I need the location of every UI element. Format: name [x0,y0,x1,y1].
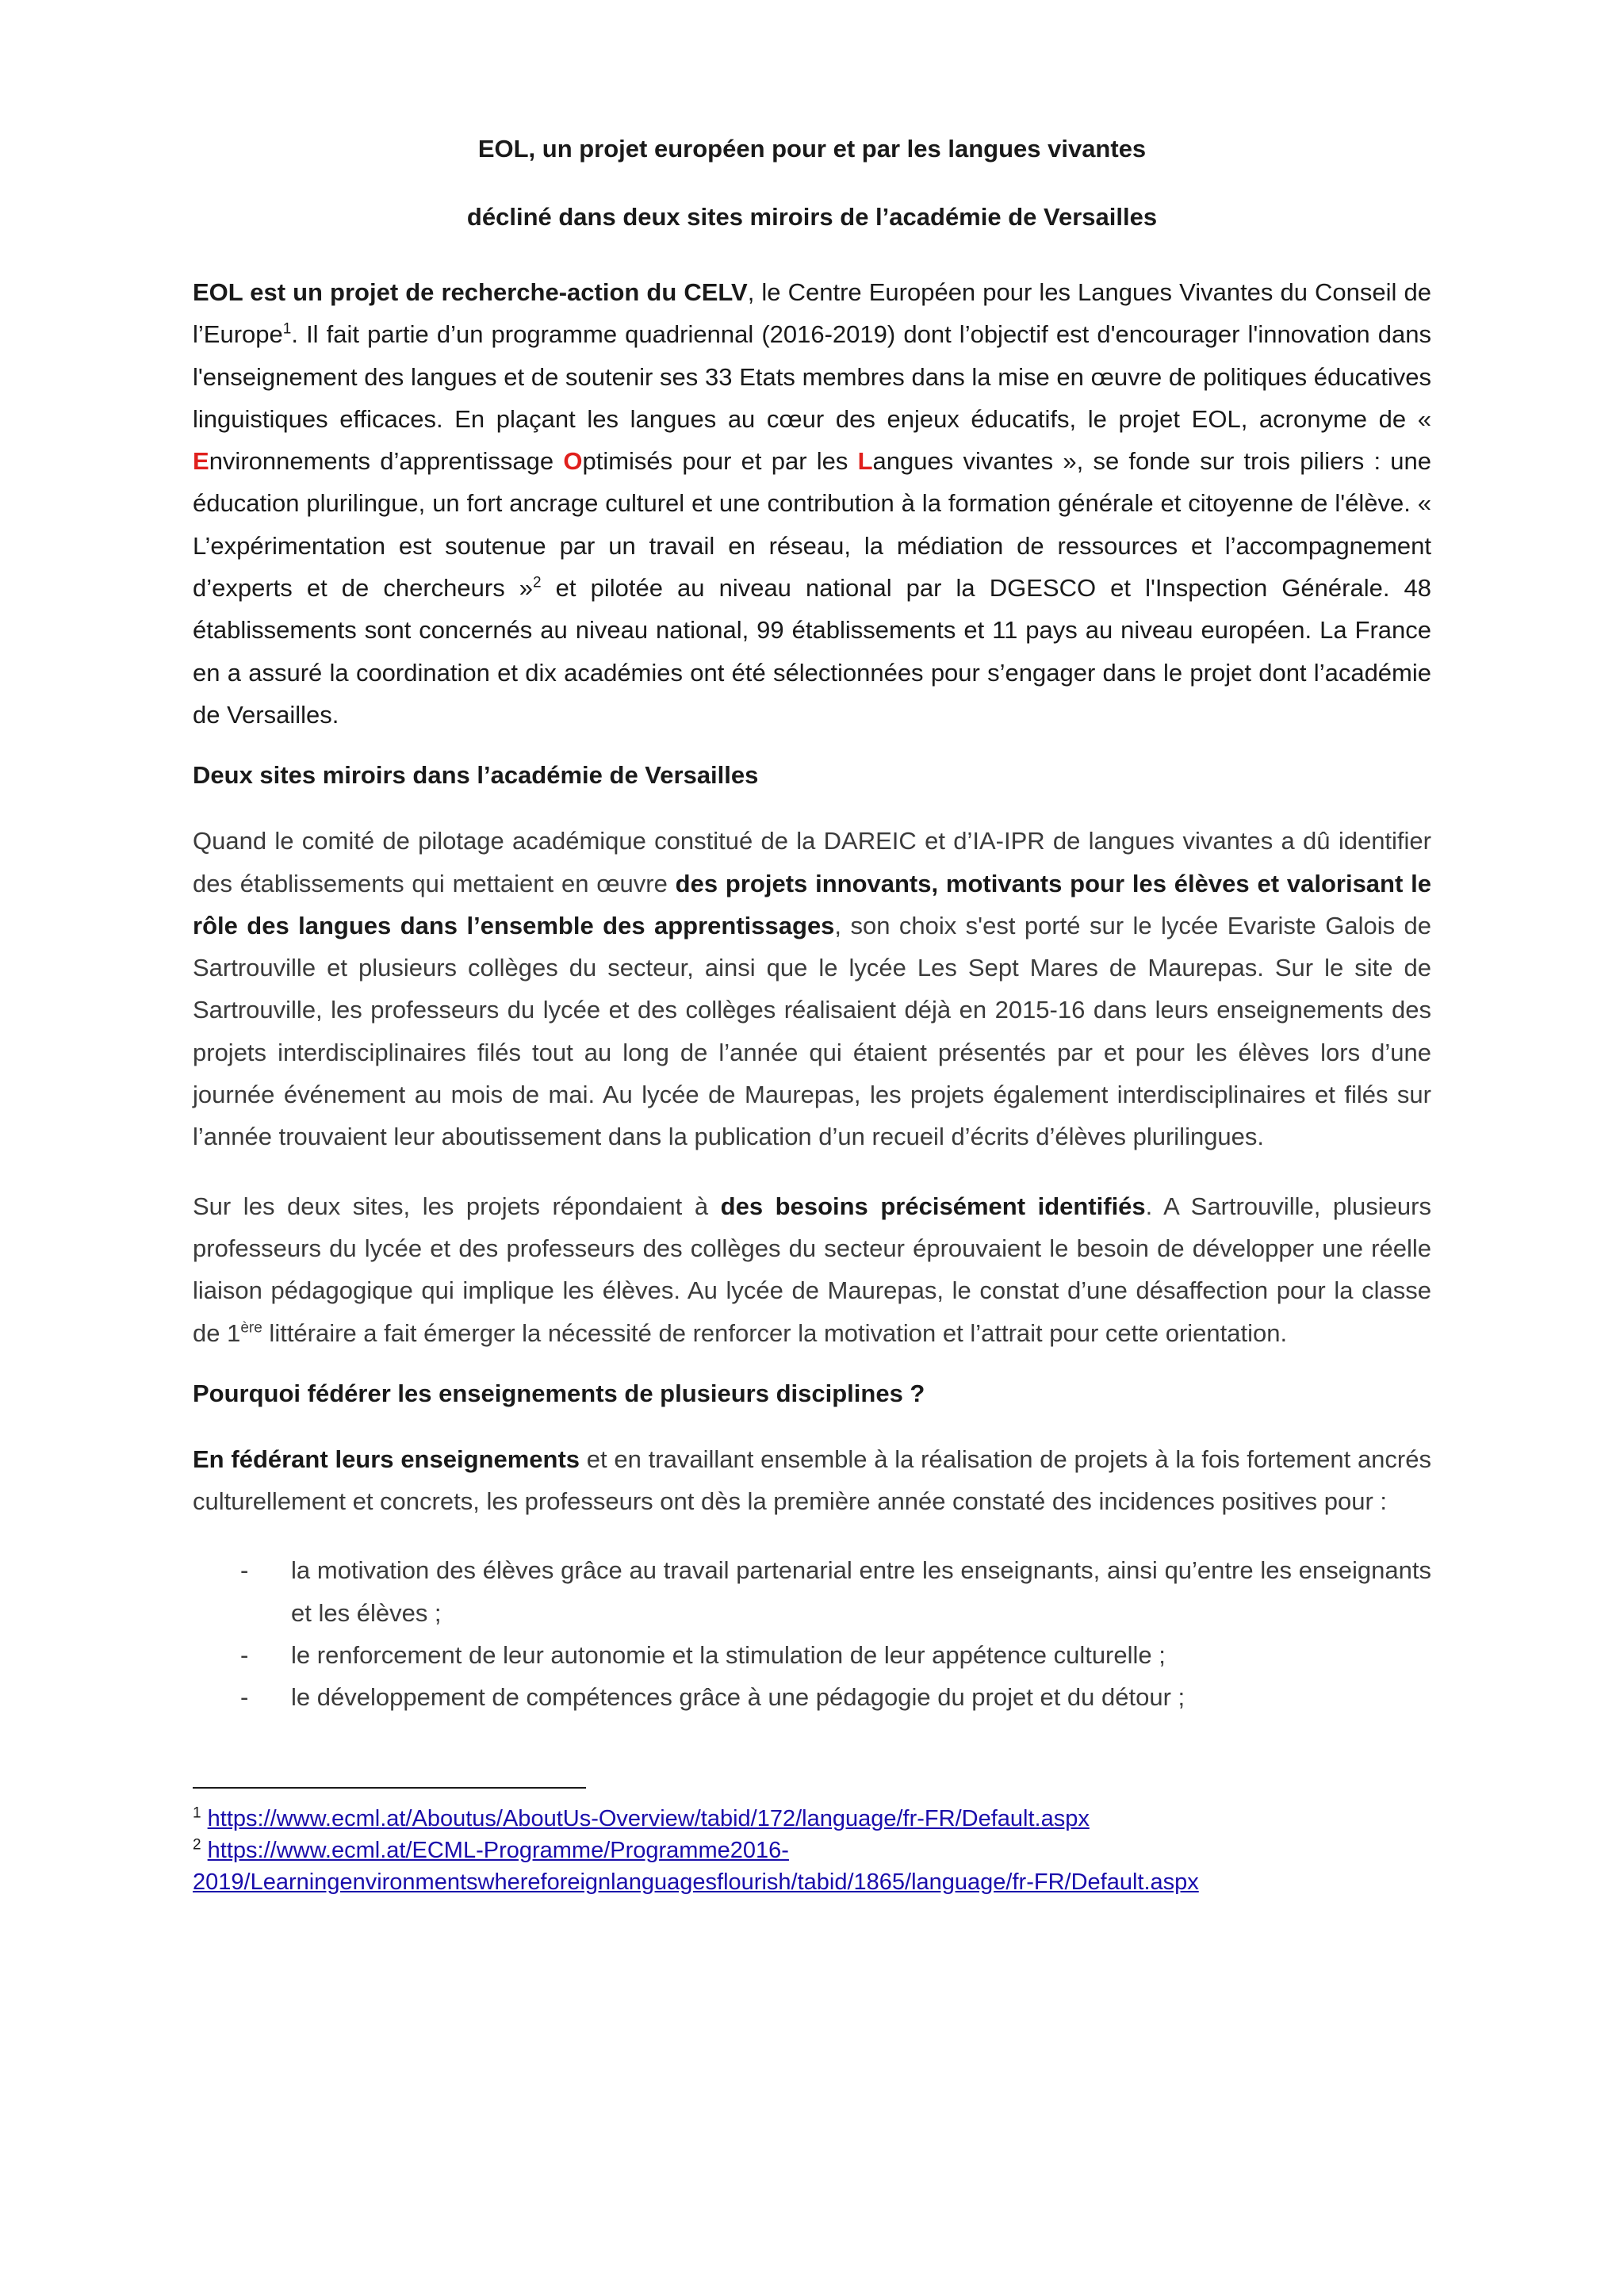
sites-paragraph-2 [193,1185,1431,1354]
footnote-separator [193,1787,586,1789]
list-item-text: le développement de compétences grâce à une pédagogie du projet et du détour ; [291,1683,1185,1712]
section-heading-sites: Deux sites miroirs dans l’académie de Versailles [193,761,759,790]
footnote-number-2: 2 [193,1835,201,1853]
why-paragraph [193,1438,1431,1523]
why-bold-1: En fédérant leurs enseignements [193,1445,580,1473]
footnote-1 [193,1803,1431,1835]
bullet-dash: - [240,1683,249,1712]
intro-text-5: angues vivantes », se fonde sur trois piliers : une éducation plurilingue, un fort ancrage culturel et une contribution à la formation générale et citoyenne de l'élève. « L’expérimentation est soutenue par un travail en réseau, la médiation de ressources et l’accompagnement d’experts et de chercheurs » [193,447,1432,603]
benefits-list [193,1549,1431,1718]
list-item-text: le renforcement de leur autonomie et la stimulation de leur appétence culturelle ; [291,1641,1166,1670]
superscript-ere: ère [240,1319,262,1337]
intro-text-1: , le Centre Européen pour les Langues Vivantes du Conseil de l’Europe [193,278,1431,349]
sites-p1-text-2: et [1249,869,1287,897]
list-item [193,1676,1431,1718]
acronym-letter-e: E [193,447,209,476]
why-text-1: et en travaillant ensemble à la réalisation de projets à la fois fortement ancrés culturellement et concrets, les professeurs ont dès la première année constaté des incidences positives pour : [193,1445,1431,1516]
section-heading-why: Pourquoi fédérer les enseignements de plusieurs disciplines ? [193,1379,925,1407]
intro-text-6: et pilotée au niveau national par la DGESCO et l'Inspection Générale. 48 établissements sont concernés au niveau national, 99 établissements et 11 pays au niveau européen. La France en a assuré la coordination et dix académies ont été sélectionnées pour s’engager dans le projet dont l’académie de Versailles. [193,574,1431,729]
intro-text-2: . Il fait partie d’un programme quadriennal (2016-2019) dont l’objectif est d'encourager l'innovation dans l'enseignement des langues et de soutenir ses 33 Etats membres dans la mise en œuvre de politiques éducatives linguistiques efficaces. En plaçant les langues au cœur des enjeux éducatifs, le projet EOL, acronyme de « [193,320,1431,433]
intro-lead: EOL est un projet de recherche-action du CELV [193,278,748,306]
sites-p2-text-3: littéraire a fait émerger la nécessité de renforcer la motivation et l’attrait pour cette orientation. [262,1318,1288,1347]
sites-p1-bold-1: des projets innovants, motivants pour les élèves [675,869,1250,897]
intro-text-4: ptimisés pour et par les [582,447,858,476]
document-title-line-2: décliné dans deux sites miroirs de l’académie de Versailles [466,203,1158,231]
sites-p2-bold-1: des besoins précisément identifiés [720,1192,1146,1220]
list-item-text: la motivation des élèves grâce au travail partenarial entre les enseignants, ainsi qu’entre les enseignants et les élèves ; [291,1556,1431,1627]
footnote-ref-2[interactable]: 2 [533,574,542,591]
footnote-ref-1[interactable]: 1 [282,320,292,338]
intro-paragraph [193,271,1431,736]
footnote-link-1[interactable]: https://www.ecml.at/Aboutus/AboutUs-Overview/tabid/172/language/fr-FR/Default.aspx [207,1805,1090,1831]
sites-p1-text-3: , son choix s'est porté sur le lycée Evariste Galois de Sartrouville et plusieurs collèges du secteur, ainsi que le lycée Les Sept Mares de Maurepas. Sur le site de Sartrouville, les professeurs du lycée et des collèges réalisaient déjà en 2015-16 dans leurs enseignements des projets interdisciplinaires filés tout au long de l’année qui étaient présentés par et pour les élèves lors d’une journée événement au mois de mai. Au lycée de Maurepas, les projets également interdisciplinaires et filés sur l’année trouvaient leur aboutissement dans la publication d’un recueil d’écrits d’élèves plurilingues. [193,911,1431,1151]
sites-paragraph-1 [193,820,1431,1158]
sites-p1-text-1: Quand le comité de pilotage académique constitué de la DAREIC et d’IA-IPR de langues vivantes a dû identifier des établissements qui mettaient en œuvre [193,827,1431,897]
list-item [193,1634,1431,1676]
sites-p2-text-2: . A Sartrouville, plusieurs professeurs du lycée et des professeurs des collèges du secteur éprouvaient le besoin de développer une réelle liaison pédagogique qui implique les élèves. Au lycée de Maurepas, le constat d’une désaffection pour la classe de 1 [193,1192,1431,1347]
bullet-dash: - [240,1556,249,1585]
list-item [193,1549,1431,1634]
footnote-link-2-line-1[interactable]: https://www.ecml.at/ECML-Programme/Programme2016- [207,1837,789,1863]
footnote-2 [193,1835,1431,1898]
footnote-number-1: 1 [193,1804,201,1821]
footnote-link-2-line-2[interactable]: 2019/Learningenvironmentswhereforeignlanguagesflourish/tabid/1865/language/fr-FR/Default.aspx [193,1869,1199,1895]
acronym-letter-l: L [857,447,873,476]
sites-p2-text-1: Sur les deux sites, les projets répondaient à [193,1192,721,1220]
sites-p1-bold-2: valorisant le rôle des langues dans l’ensemble des apprentissages [193,869,1431,939]
acronym-letter-o: O [563,447,583,476]
intro-text-3: nvironnements d’apprentissage [209,447,564,476]
bullet-dash: - [240,1641,249,1670]
document-title-line-1: EOL, un projet européen pour et par les langues vivantes [477,135,1147,163]
footnotes [193,1803,1431,1898]
